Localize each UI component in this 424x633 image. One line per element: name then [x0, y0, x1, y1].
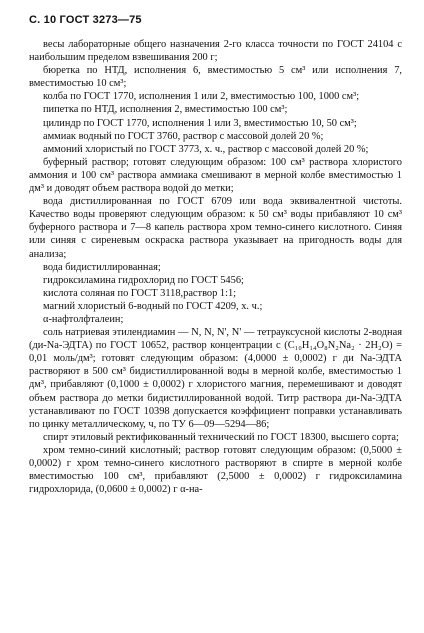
paragraph: колба по ГОСТ 1770, исполнения 1 или 2, вместимостью 100, 1000 см³; — [43, 91, 360, 103]
paragraph: кислота соляная по ГОСТ 3118,раствор 1:1; — [43, 287, 237, 299]
paragraph: магний хлористый 6-водный по ГОСТ 4209, х. ч.; — [43, 300, 263, 312]
paragraph: вода дистиллированная по ГОСТ 6709 или вода эквивалентной чистоты. Качество воды проверяют следующим образом: к 50 см³ воды прибавляют 10 см³ буферного раствора и 7—8 капель раствора хром темно-синего кислотного. Синяя или синяя с сиреневым оскраска раствора указывает на пригодность воды для анализа; — [29, 196, 402, 260]
paragraph: аммиак водный по ГОСТ 3760, раствор с массовой долей 20 %; — [43, 130, 324, 142]
paragraph: пипетка по НТД, исполнения 2, вместимостью 100 см³; — [43, 104, 288, 116]
paragraph: соль натриевая этилендиамин — N, N, N', N' — тетрауксусной кислоты 2-водная (ди-Na-ЭДТА) по ГОСТ 10652, раствор концентрации c (C₁₀H₁₄O₈N₂Na₂ · 2H₂O) = 0,01 моль/дм³; готовят следующим образом: (4,0000 ± 0,0002) г ди Na-ЭДТА растворяют в 500 см³ бидистиллированной воды в мерной колбе, вместимостью 1 дм³, прибавляют (0,1000 ± 0,0002) г хлористого магния, перемешивают и доводят объем раствора до метки бидистиллированной водой. Титр раствора ди-Na-ЭДТА устанавливают по ГОСТ 10398 допускается коэффициент поправки устанавливать по цинку металлическому, ч, по ТУ 6—09—5294—86; — [29, 327, 402, 430]
page-header: С. 10 ГОСТ 3273—75 — [29, 14, 142, 26]
paragraph: вода бидистиллированная; — [43, 261, 161, 273]
paragraph: α-нафтолфталеин; — [43, 313, 124, 325]
paragraph: цилиндр по ГОСТ 1770, исполнения 1 или 3, вместимостью 10, 50 см³; — [43, 117, 357, 129]
paragraph: аммоний хлористый по ГОСТ 3773, х. ч., раствор с массовой долей 20 %; — [43, 143, 369, 155]
paragraph: весы лабораторные общего назначения 2-го класса точности по ГОСТ 24104 с наибольшим пределом взвешивания 200 г; — [29, 39, 402, 64]
paragraph: бюретка по НТД, исполнения 6, вместимостью 5 см³ или исполнения 7, вместимостью 10 см³; — [29, 65, 402, 90]
document-body — [29, 38, 402, 496]
paragraph: хром темно-синий кислотный; раствор готовят следующим образом: (0,5000 ± 0,0002) г хром темно-синего кислотного растворяют в спирте в мерной колбе вместимостью 100 см³, прибавляют (2,5000 ± 0,0002) г гидроксиламина гидрохлорида, (0,0600 ± 0,0002) г α-на- — [29, 444, 402, 496]
paragraph: спирт этиловый ректификованный технический по ГОСТ 18300, высшего сорта; — [43, 431, 399, 443]
paragraph: буферный раствор; готовят следующим образом: 100 см³ раствора хлористого аммония и 100 см³ раствора аммиака смешивают в мерной колбе вместимостью 1 дм³ и доводят объем раствора водой до метки; — [29, 156, 402, 195]
paragraph: гидроксиламина гидрохлорид по ГОСТ 5456; — [43, 274, 244, 286]
